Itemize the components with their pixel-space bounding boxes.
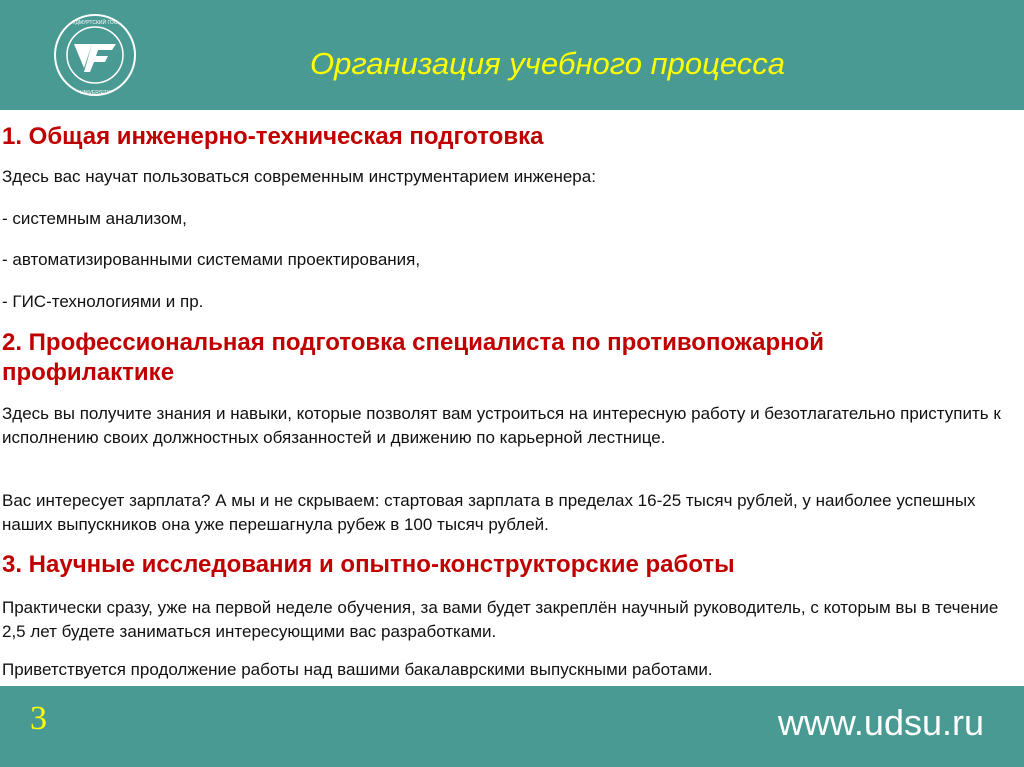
section-3-heading: 3. Научные исследования и опытно-конструкторские работы: [2, 551, 735, 578]
section-1-heading: 1. Общая инженерно-техническая подготовка: [2, 123, 544, 150]
section-1-list-item: - системным анализом,: [2, 209, 187, 228]
slide-title: Организация учебного процесса: [310, 46, 785, 81]
section-2-paragraph: Вас интересует зарплата? А мы и не скрываем: стартовая зарплата в пределах 16-25 тысяч рублей, у наиболее успешных наших выпускников она уже перешагнула рубеж в 100 тысяч рублей.: [2, 491, 976, 534]
section-1-list-item: - автоматизированными системами проектирования,: [2, 250, 421, 269]
section-1-list-item: - ГИС-технологиями и пр.: [2, 292, 204, 311]
footer-bar: [0, 686, 1024, 767]
section-2-heading: 2. Профессиональная подготовка специалиста по противопожарной профилактике: [2, 329, 825, 386]
slide-number: 3: [30, 700, 47, 737]
svg-text:UNIVERSITY: UNIVERSITY: [79, 90, 111, 96]
university-emblem-icon: [40, 10, 150, 100]
section-1-paragraph: Здесь вас научат пользоваться современным инструментарием инженера:: [2, 167, 596, 186]
website-link[interactable]: www.udsu.ru: [777, 702, 984, 743]
section-2-paragraph: Здесь вы получите знания и навыки, которые позволят вам устроиться на интересную работу и безотлагательно приступить к исполнению своих должностных обязанностей и движению по карьерной лестнице.: [2, 404, 1001, 447]
section-3-paragraph: Приветствуется продолжение работы над вашими бакалаврскими выпускными работами.: [2, 660, 713, 679]
section-3-paragraph: Практически сразу, уже на первой неделе обучения, за вами будет закреплён научный руководитель, с которым вы в течение 2,5 лет будете заниматься интересующими вас разработками.: [2, 598, 999, 641]
header-bar: [0, 0, 1024, 110]
svg-text:УДМУРТСКИЙ ГОС: УДМУРТСКИЙ ГОС: [72, 20, 118, 26]
